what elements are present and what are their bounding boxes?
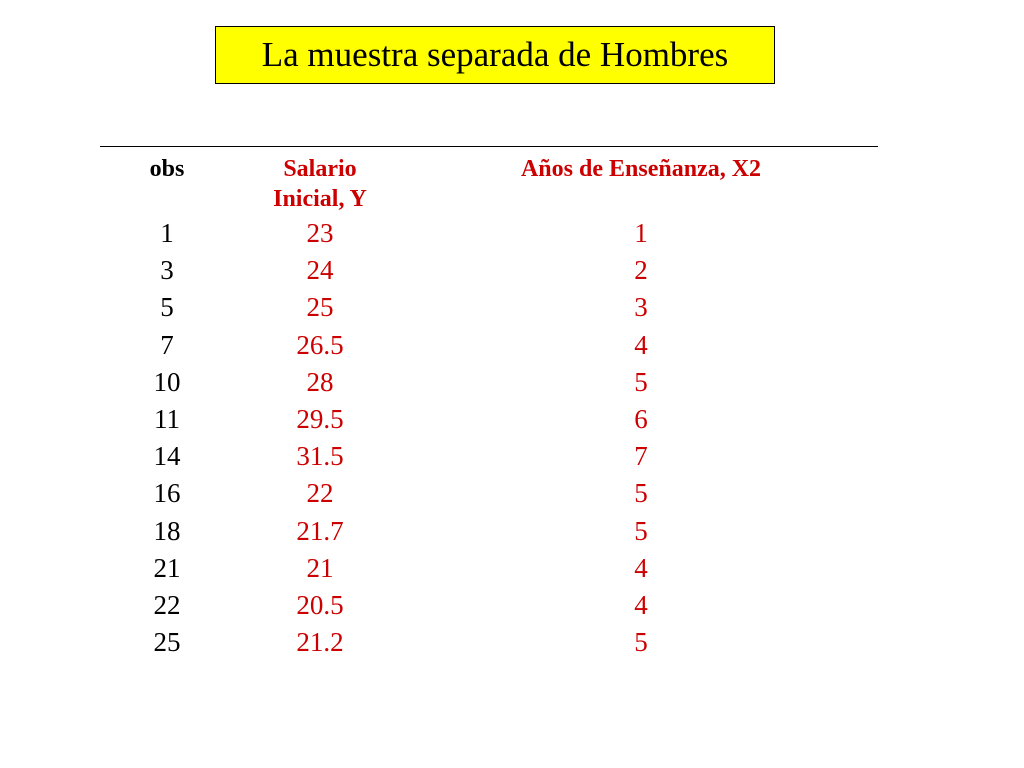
cell-anos: 1	[634, 218, 648, 248]
cell-anos: 6	[634, 403, 648, 434]
cell-anos: 4	[634, 589, 648, 620]
column-header-salario-line1: Salario	[283, 156, 357, 182]
cell-salario: 25	[306, 292, 334, 323]
cell-obs: 7	[160, 329, 174, 360]
cell-anos: 4	[634, 329, 648, 360]
cell-anos: 2	[634, 255, 648, 286]
table-row	[0, 252, 1024, 289]
cell-obs: 11	[154, 403, 180, 434]
cell-obs: 1	[160, 218, 174, 248]
cell-salario: 29.5	[296, 403, 344, 434]
cell-salario: 21	[306, 552, 334, 583]
table-row	[0, 475, 1024, 512]
table-row	[0, 289, 1024, 326]
table-row	[0, 624, 1024, 661]
cell-anos: 5	[634, 478, 648, 509]
column-header-salario	[273, 154, 367, 214]
column-header-anos: Años de Enseñanza, X2	[520, 156, 762, 182]
slide-title	[215, 26, 775, 84]
column-header-obs: obs	[149, 156, 185, 182]
cell-obs: 10	[153, 366, 181, 397]
cell-salario: 22	[306, 478, 334, 509]
cell-obs: 22	[153, 589, 181, 620]
table-row	[0, 401, 1024, 438]
cell-anos: 5	[634, 627, 648, 658]
cell-salario: 21.7	[296, 515, 344, 546]
cell-salario: 21.2	[296, 627, 344, 658]
cell-obs: 18	[153, 515, 181, 546]
cell-anos: 7	[634, 441, 648, 472]
cell-salario: 28	[306, 366, 334, 397]
cell-obs: 21	[153, 552, 181, 583]
cell-anos: 3	[634, 292, 648, 323]
table-row	[0, 327, 1024, 364]
table-row	[0, 550, 1024, 587]
cell-salario: 26.5	[296, 329, 344, 360]
table-row	[0, 215, 1024, 252]
table-top-rule	[100, 146, 878, 147]
cell-anos: 5	[634, 515, 648, 546]
cell-obs: 5	[160, 292, 174, 323]
table-row	[0, 438, 1024, 475]
slide-title-text: La muestra separada de Hombres	[261, 35, 729, 74]
cell-obs: 3	[160, 255, 174, 286]
cell-salario: 23	[306, 218, 334, 248]
table-row	[0, 587, 1024, 624]
cell-anos: 4	[634, 552, 648, 583]
cell-anos: 5	[634, 366, 648, 397]
column-header-salario-line2: Inicial, Y	[273, 186, 367, 212]
cell-salario: 24	[306, 255, 334, 286]
cell-obs: 16	[153, 478, 181, 509]
data-table-body	[0, 215, 1024, 661]
table-row	[0, 513, 1024, 550]
cell-salario: 31.5	[296, 441, 344, 472]
table-row	[0, 364, 1024, 401]
cell-obs: 14	[153, 441, 181, 472]
cell-salario: 20.5	[296, 589, 344, 620]
cell-obs: 25	[153, 627, 181, 658]
